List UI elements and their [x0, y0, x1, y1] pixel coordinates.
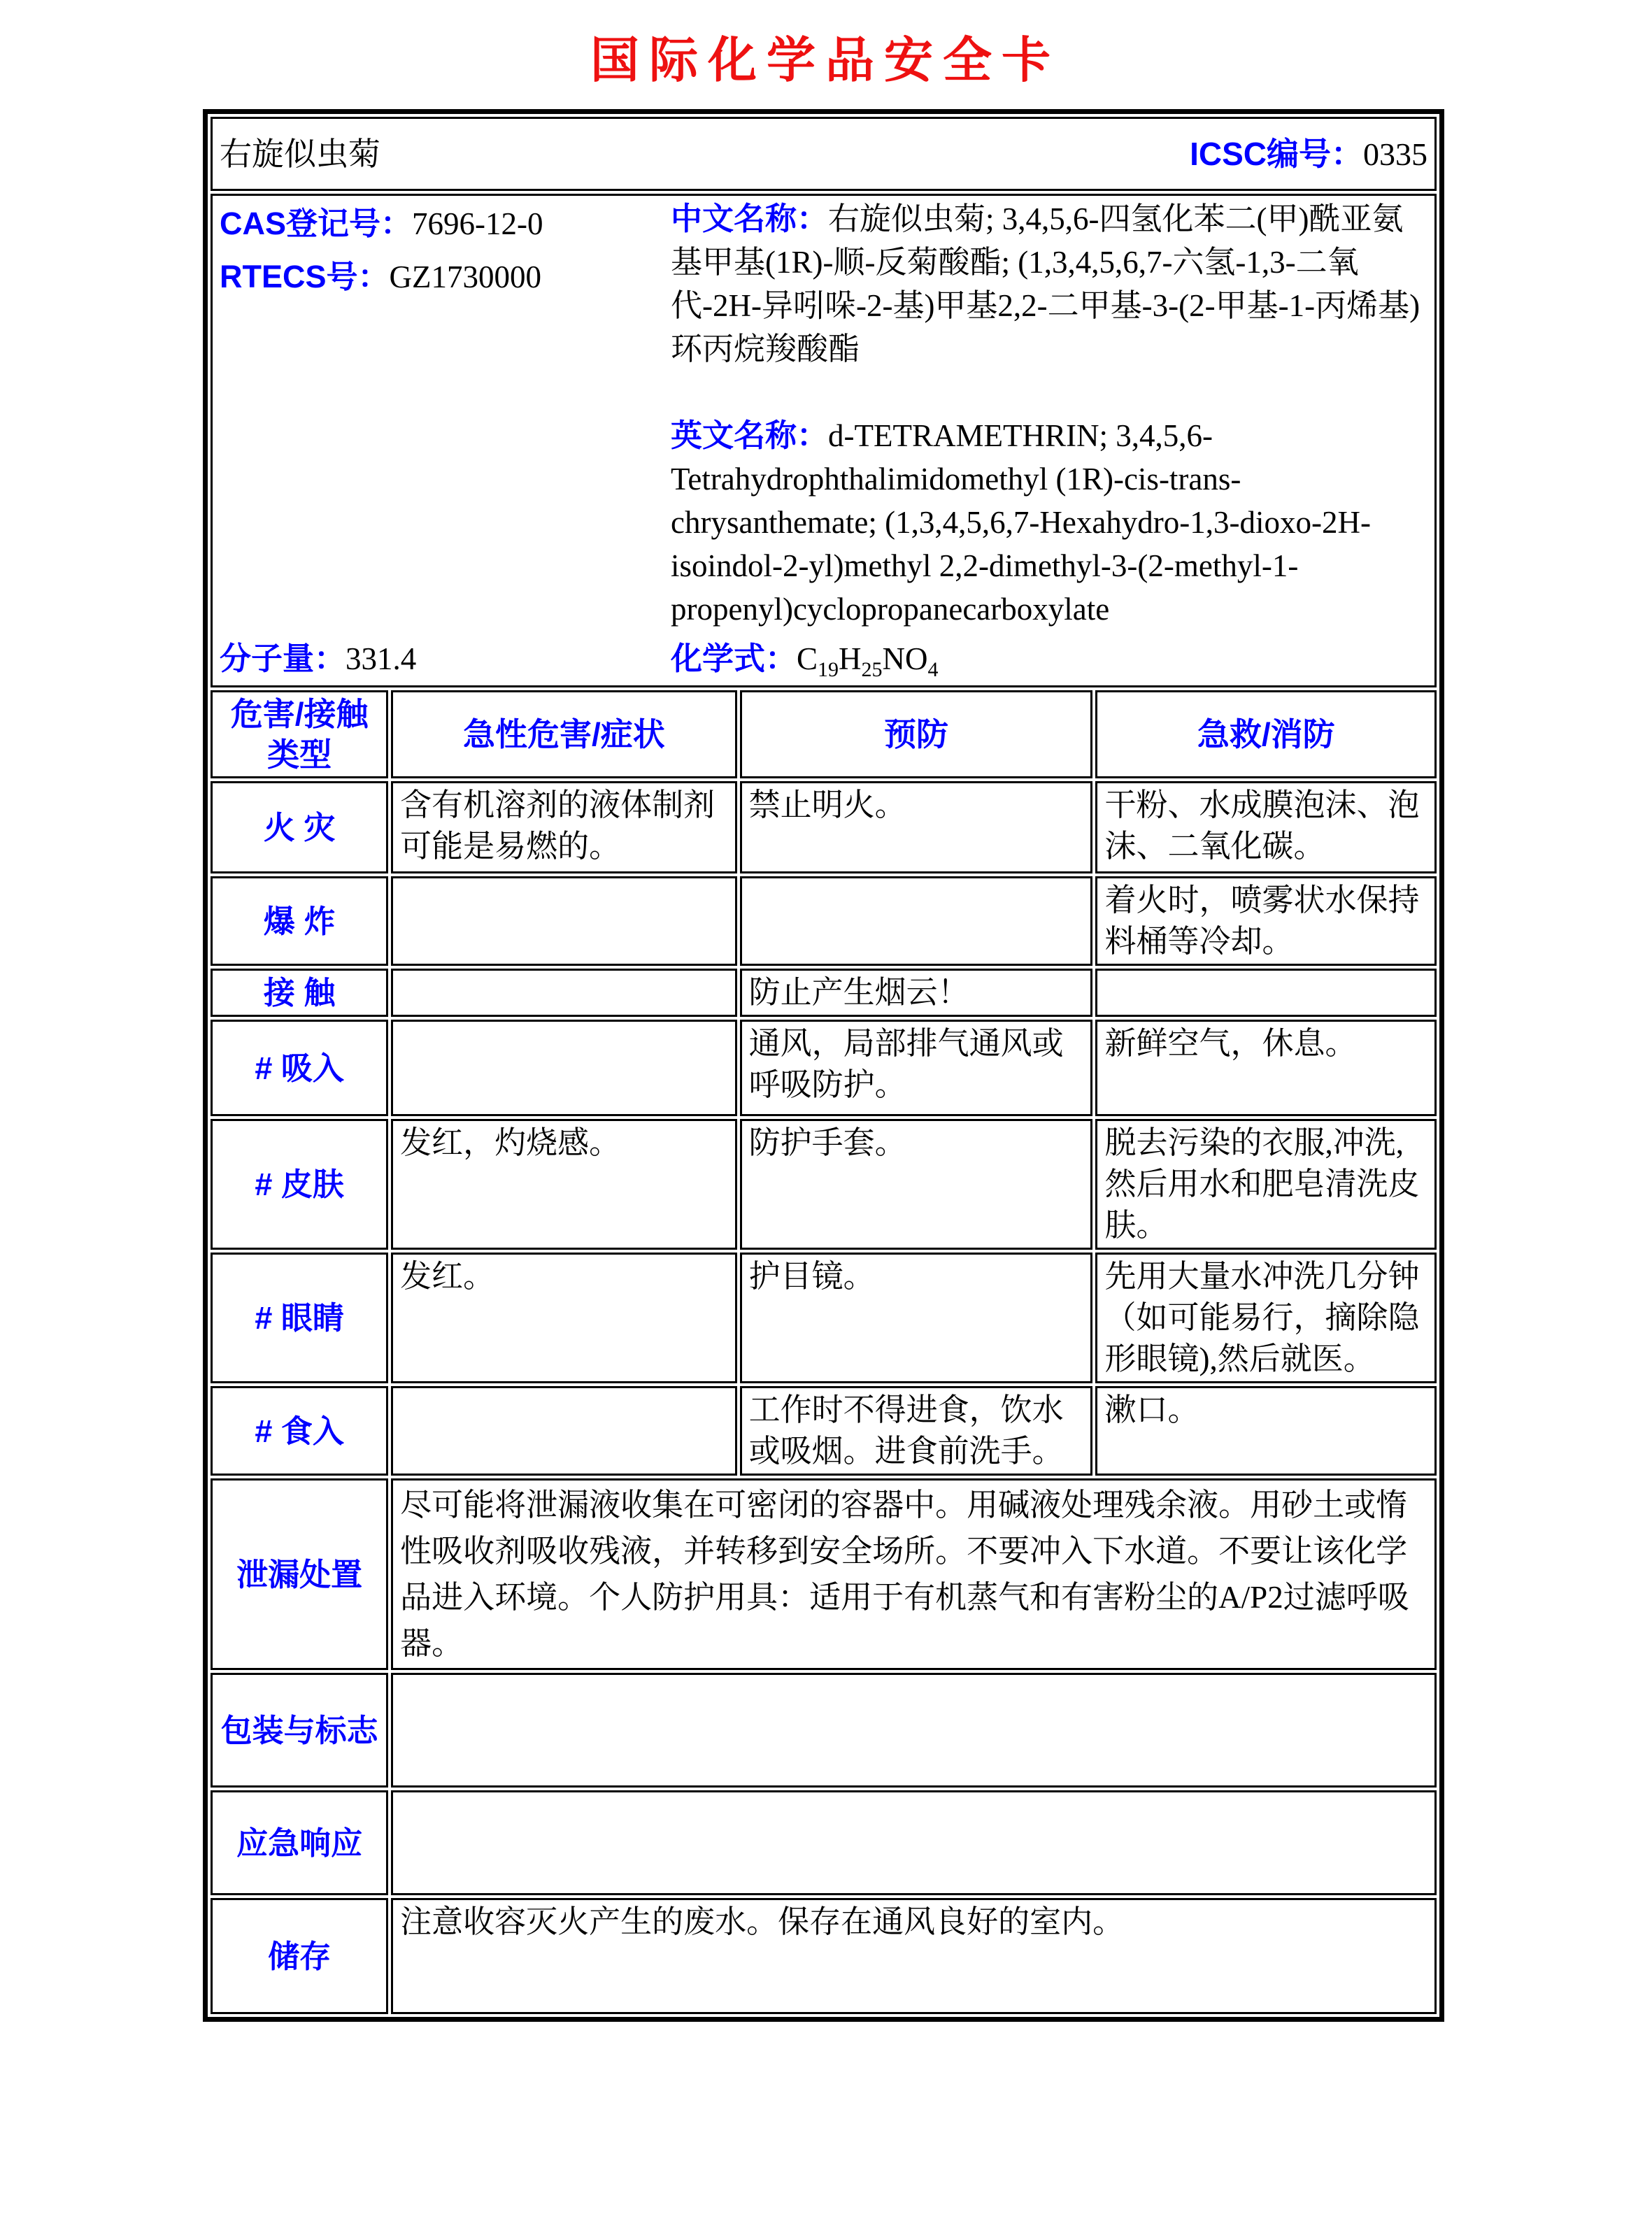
symptoms-cell: 发红。 [391, 1253, 736, 1383]
table-row-packaging [211, 1673, 1437, 1788]
hazard-type-cell: # 吸入 [211, 1020, 388, 1116]
section-content-cell [391, 1790, 1437, 1895]
prevention-cell: 防止产生烟云！ [740, 969, 1093, 1017]
icsc-number-value: 0335 [1363, 136, 1427, 172]
english-name-paragraph [671, 414, 1427, 631]
hazard-type-cell: # 皮肤 [211, 1119, 388, 1250]
section-label-cell: 泄漏处置 [211, 1478, 388, 1670]
hazard-type-cell: 接 触 [211, 969, 388, 1017]
card-header-cell [211, 117, 1437, 191]
prevention-cell: 工作时不得进食，饮水或吸烟。进食前洗手。 [740, 1386, 1093, 1476]
column-header-symptoms: 急性危害/症状 [391, 690, 736, 778]
table-row-eyes [211, 1253, 1437, 1383]
table-row-fire [211, 781, 1437, 873]
section-content-cell: 尽可能将泄漏液收集在可密闭的容器中。用碱液处理残余液。用砂土或惰性吸收剂吸收残液，并转移到安全场所。不要冲入下水道。不要让该化学品进入环境。个人防护用具：适用于有机蒸气和有害粉尘的A/P2过滤呼吸器。 [391, 1478, 1437, 1670]
hazard-type-cell: 火 灾 [211, 781, 388, 873]
molecular-weight-label: 分子量： [220, 641, 346, 676]
rtecs-number-line [220, 250, 671, 304]
firstaid-cell: 着火时，喷雾状水保持料桶等冷却。 [1095, 876, 1437, 966]
symptoms-cell [391, 969, 736, 1017]
card-header-row [211, 117, 1437, 191]
table-row-explosion [211, 876, 1437, 966]
icsc-table [208, 114, 1439, 2017]
firstaid-cell: 干粉、水成膜泡沫、泡沫、二氧化碳。 [1095, 781, 1437, 873]
cas-number-line [220, 197, 671, 250]
column-header-firstaid: 急救/消防 [1095, 690, 1437, 778]
firstaid-cell: 脱去污染的衣服,冲洗,然后用水和肥皂清洗皮肤。 [1095, 1119, 1437, 1250]
firstaid-cell: 漱口。 [1095, 1386, 1437, 1476]
icsc-number-label: ICSC编号： [1190, 135, 1363, 172]
symptoms-cell: 发红，灼烧感。 [391, 1119, 736, 1250]
identity-cell [211, 194, 1437, 687]
table-row-ingestion [211, 1386, 1437, 1476]
symptoms-cell [391, 1020, 736, 1116]
column-header-prevention: 预防 [740, 690, 1093, 778]
prevention-cell: 通风，局部排气通风或呼吸防护。 [740, 1020, 1093, 1116]
table-row-exposure [211, 969, 1437, 1017]
section-content-cell: 注意收容灭火产生的废水。保存在通风良好的室内。 [391, 1898, 1437, 2014]
prevention-cell [740, 876, 1093, 966]
symptoms-cell [391, 1386, 736, 1476]
table-row-emergency [211, 1790, 1437, 1895]
section-label-cell: 储存 [211, 1898, 388, 2014]
prevention-cell: 禁止明火。 [740, 781, 1093, 873]
firstaid-cell [1095, 969, 1437, 1017]
rtecs-value: GZ1730000 [389, 259, 542, 294]
molecular-weight-line [220, 638, 671, 680]
firstaid-cell: 先用大量水冲洗几分钟（如可能易行，摘除隐形眼镜),然后就医。 [1095, 1253, 1437, 1383]
section-label-cell: 应急响应 [211, 1790, 388, 1895]
hazard-type-cell: # 食入 [211, 1386, 388, 1476]
chemical-formula-label: 化学式： [671, 641, 797, 676]
hazard-header-row [211, 690, 1437, 778]
section-content-cell [391, 1673, 1437, 1788]
prevention-cell: 防护手套。 [740, 1119, 1093, 1250]
symptoms-cell: 含有机溶剂的液体制剂可能是易燃的。 [391, 781, 736, 873]
hazard-type-cell: 爆 炸 [211, 876, 388, 966]
chinese-name-label: 中文名称： [671, 201, 829, 236]
table-row-inhalation [211, 1020, 1437, 1116]
chinese-name-paragraph [671, 197, 1427, 371]
column-header-hazard-type: 危害/接触 类型 [211, 690, 388, 778]
cas-label: CAS登记号： [220, 206, 413, 241]
table-row-storage [211, 1898, 1437, 2014]
symptoms-cell [391, 876, 736, 966]
icsc-card [203, 109, 1444, 2022]
section-label-cell: 包装与标志 [211, 1673, 388, 1788]
english-name-value: d-TETRAMETHRIN; 3,4,5,6-Tetrahydrophthalimidomethyl (1R)-cis-trans-chrysanthemate; (1,3,4,5,6,7-Hexahydro-1,3-dioxo-2H-isoindol-2-yl)methyl 2,2-dimethyl-3-(2-methyl-1-propenyl)cyclopropanecarboxylate [671, 418, 1371, 627]
rtecs-label: RTECS号： [220, 259, 390, 294]
chemical-formula-value: $C_{19}H_{25}NO_4$ [797, 641, 939, 681]
chemical-formula-line [671, 638, 1427, 680]
identity-row [211, 194, 1437, 687]
table-row-skin [211, 1119, 1437, 1250]
chemical-name: 右旋似虫菊 [220, 136, 380, 172]
prevention-cell: 护目镜。 [740, 1253, 1093, 1383]
molecular-weight-value: 331.4 [346, 641, 417, 676]
page-title: 国际化学品安全卡 [590, 33, 1060, 87]
chinese-name-value: 右旋似虫菊; 3,4,5,6-四氢化苯二(甲)酰亚氨基甲基(1R)-顺-反菊酸酯; (1,3,4,5,6,7-六氢-1,3-二氧代-2H-异吲哚-2-基)甲基2,2-二甲基-3-(2-甲基-1-丙烯基)环丙烷羧酸酯 [671, 201, 1420, 366]
cas-value: 7696-12-0 [412, 206, 543, 241]
english-name-label: 英文名称： [671, 418, 829, 453]
table-row-spillage [211, 1478, 1437, 1670]
hazard-type-cell: # 眼睛 [211, 1253, 388, 1383]
firstaid-cell: 新鲜空气，休息。 [1095, 1020, 1437, 1116]
icsc-number-group [1190, 134, 1427, 175]
